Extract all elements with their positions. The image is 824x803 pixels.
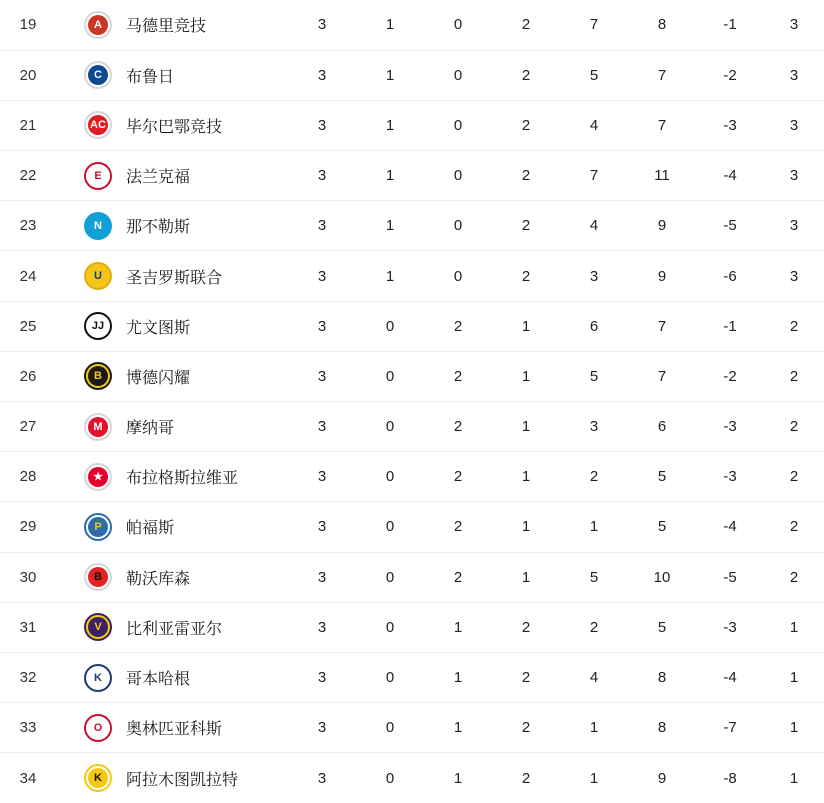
team-name: 勒沃库森 (126, 570, 191, 588)
points-cell: 1 (789, 719, 799, 737)
table-row[interactable] (0, 703, 824, 753)
team-cell[interactable] (56, 652, 288, 702)
rank-cell: 21 (19, 116, 37, 134)
won-cell: 1 (385, 66, 395, 84)
points-cell: 1 (789, 618, 799, 636)
team-name: 圣吉罗斯联合 (126, 269, 223, 287)
rank-cell: 33 (19, 719, 37, 737)
juventus-crest: JJ (84, 312, 112, 340)
goals-for-cell: 3 (589, 418, 599, 436)
drawn-cell: 2 (453, 317, 463, 335)
played-cell: 3 (317, 317, 327, 335)
table-row[interactable] (0, 100, 824, 150)
won-cell: 1 (385, 16, 395, 34)
team-cell[interactable] (56, 552, 288, 602)
goals-against-cell: 8 (657, 16, 667, 34)
team-name: 哥本哈根 (126, 671, 191, 689)
drawn-cell: 0 (453, 66, 463, 84)
bodo-glimt-crest: B (84, 362, 112, 390)
drawn-cell: 1 (453, 618, 463, 636)
goal-difference-cell: -5 (723, 217, 737, 235)
team-name: 马德里竞技 (126, 18, 207, 36)
kairat-almaty-crest: K (84, 764, 112, 792)
table-row[interactable] (0, 552, 824, 602)
team-name: 博德闪耀 (126, 369, 191, 387)
team-cell[interactable] (56, 402, 288, 452)
won-cell: 0 (385, 418, 395, 436)
team-name: 布拉格斯拉维亚 (126, 470, 239, 488)
lost-cell: 1 (521, 468, 531, 486)
team-cell[interactable] (56, 452, 288, 502)
eintracht-frankfurt-crest: E (84, 162, 112, 190)
goals-for-cell: 4 (589, 669, 599, 687)
team-name: 奥林匹亚科斯 (126, 721, 223, 739)
team-name: 布鲁日 (126, 68, 175, 86)
team-cell[interactable] (56, 351, 288, 401)
goals-against-cell: 10 (653, 568, 671, 586)
goal-difference-cell: -5 (723, 568, 737, 586)
goal-difference-cell: -3 (723, 468, 737, 486)
rank-cell: 30 (19, 568, 37, 586)
points-cell: 3 (789, 66, 799, 84)
won-cell: 1 (385, 167, 395, 185)
villarreal-crest: V (84, 613, 112, 641)
won-cell: 0 (385, 568, 395, 586)
points-cell: 3 (789, 116, 799, 134)
drawn-cell: 2 (453, 468, 463, 486)
goal-difference-cell: -3 (723, 418, 737, 436)
team-cell[interactable] (56, 201, 288, 251)
points-cell: 3 (789, 267, 799, 285)
lost-cell: 2 (521, 16, 531, 34)
table-row[interactable] (0, 602, 824, 652)
goals-against-cell: 7 (657, 66, 667, 84)
goal-difference-cell: -3 (723, 116, 737, 134)
played-cell: 3 (317, 568, 327, 586)
goals-for-cell: 2 (589, 618, 599, 636)
team-cell[interactable] (56, 0, 288, 50)
lost-cell: 1 (521, 418, 531, 436)
bayer-leverkusen-crest: B (84, 563, 112, 591)
lost-cell: 2 (521, 116, 531, 134)
points-cell: 1 (789, 769, 799, 787)
goals-for-cell: 7 (589, 167, 599, 185)
points-cell: 3 (789, 16, 799, 34)
played-cell: 3 (317, 618, 327, 636)
club-brugge-crest: C (84, 61, 112, 89)
napoli-crest: N (84, 212, 112, 240)
drawn-cell: 2 (453, 568, 463, 586)
lost-cell: 2 (521, 167, 531, 185)
points-cell: 2 (789, 418, 799, 436)
goal-difference-cell: -1 (723, 317, 737, 335)
table-row[interactable] (0, 351, 824, 401)
goals-for-cell: 7 (589, 16, 599, 34)
rank-cell: 34 (19, 769, 37, 787)
team-cell[interactable] (56, 602, 288, 652)
played-cell: 3 (317, 16, 327, 34)
goal-difference-cell: -4 (723, 518, 737, 536)
table-row[interactable] (0, 50, 824, 100)
goal-difference-cell: -7 (723, 719, 737, 737)
goal-difference-cell: -3 (723, 618, 737, 636)
points-cell: 3 (789, 217, 799, 235)
drawn-cell: 2 (453, 518, 463, 536)
rank-cell: 29 (19, 518, 37, 536)
team-cell[interactable] (56, 703, 288, 753)
lost-cell: 2 (521, 66, 531, 84)
rank-cell: 22 (19, 167, 37, 185)
table-row[interactable] (0, 151, 824, 201)
table-row[interactable] (0, 201, 824, 251)
goals-for-cell: 1 (589, 719, 599, 737)
drawn-cell: 1 (453, 669, 463, 687)
table-row[interactable] (0, 753, 824, 803)
team-name: 那不勒斯 (126, 219, 191, 237)
team-cell[interactable] (56, 502, 288, 552)
lost-cell: 2 (521, 217, 531, 235)
lost-cell: 2 (521, 669, 531, 687)
drawn-cell: 0 (453, 16, 463, 34)
played-cell: 3 (317, 669, 327, 687)
rank-cell: 31 (19, 618, 37, 636)
rank-cell: 26 (19, 367, 37, 385)
team-name: 尤文图斯 (126, 319, 191, 337)
won-cell: 0 (385, 618, 395, 636)
goals-for-cell: 2 (589, 468, 599, 486)
team-name: 毕尔巴鄂竞技 (126, 118, 223, 136)
goals-for-cell: 1 (589, 769, 599, 787)
pafos-crest: P (84, 513, 112, 541)
lost-cell: 2 (521, 769, 531, 787)
drawn-cell: 1 (453, 769, 463, 787)
rank-cell: 24 (19, 267, 37, 285)
played-cell: 3 (317, 167, 327, 185)
points-cell: 2 (789, 317, 799, 335)
played-cell: 3 (317, 66, 327, 84)
goal-difference-cell: -8 (723, 769, 737, 787)
played-cell: 3 (317, 769, 327, 787)
played-cell: 3 (317, 367, 327, 385)
goal-difference-cell: -4 (723, 669, 737, 687)
rank-cell: 28 (19, 468, 37, 486)
goal-difference-cell: -2 (723, 367, 737, 385)
goals-for-cell: 5 (589, 66, 599, 84)
goals-against-cell: 9 (657, 217, 667, 235)
goals-for-cell: 4 (589, 217, 599, 235)
atletico-madrid-crest: A (84, 11, 112, 39)
won-cell: 0 (385, 468, 395, 486)
goal-difference-cell: -4 (723, 167, 737, 185)
drawn-cell: 0 (453, 267, 463, 285)
monaco-crest: M (84, 413, 112, 441)
team-name: 比利亚雷亚尔 (126, 620, 223, 638)
table-row[interactable] (0, 652, 824, 702)
team-cell[interactable] (56, 251, 288, 301)
table-row[interactable] (0, 402, 824, 452)
rank-cell: 32 (19, 669, 37, 687)
points-cell: 3 (789, 167, 799, 185)
team-cell[interactable] (56, 753, 288, 803)
goals-against-cell: 9 (657, 267, 667, 285)
union-saint-gilloise-crest: U (84, 262, 112, 290)
olympiacos-crest: O (84, 714, 112, 742)
team-name: 法兰克福 (126, 169, 191, 187)
rank-cell: 23 (19, 217, 37, 235)
played-cell: 3 (317, 217, 327, 235)
table-row[interactable] (0, 0, 824, 50)
rank-cell: 20 (19, 66, 37, 84)
drawn-cell: 0 (453, 167, 463, 185)
goals-against-cell: 5 (657, 468, 667, 486)
table-row[interactable] (0, 452, 824, 502)
won-cell: 0 (385, 317, 395, 335)
copenhagen-crest: K (84, 664, 112, 692)
goals-against-cell: 7 (657, 317, 667, 335)
table-row[interactable] (0, 301, 824, 351)
goal-difference-cell: -6 (723, 267, 737, 285)
table-row[interactable] (0, 251, 824, 301)
goals-against-cell: 6 (657, 418, 667, 436)
goals-against-cell: 9 (657, 769, 667, 787)
goals-against-cell: 5 (657, 518, 667, 536)
team-cell[interactable] (56, 301, 288, 351)
slavia-prague-crest: ★ (84, 463, 112, 491)
points-cell: 2 (789, 367, 799, 385)
team-cell[interactable] (56, 100, 288, 150)
lost-cell: 1 (521, 518, 531, 536)
played-cell: 3 (317, 518, 327, 536)
goals-for-cell: 5 (589, 367, 599, 385)
lost-cell: 1 (521, 568, 531, 586)
team-name: 阿拉木图凯拉特 (126, 771, 239, 789)
won-cell: 0 (385, 518, 395, 536)
athletic-bilbao-crest: AC (84, 111, 112, 139)
lost-cell: 2 (521, 618, 531, 636)
goals-for-cell: 6 (589, 317, 599, 335)
goal-difference-cell: -1 (723, 16, 737, 34)
drawn-cell: 0 (453, 217, 463, 235)
points-cell: 2 (789, 568, 799, 586)
goals-against-cell: 11 (654, 167, 670, 185)
team-name: 帕福斯 (126, 520, 175, 538)
lost-cell: 2 (521, 719, 531, 737)
goals-for-cell: 5 (589, 568, 599, 586)
won-cell: 1 (385, 116, 395, 134)
table-row[interactable] (0, 502, 824, 552)
rank-cell: 19 (19, 16, 37, 34)
lost-cell: 1 (521, 367, 531, 385)
goals-against-cell: 7 (657, 116, 667, 134)
won-cell: 1 (385, 217, 395, 235)
goals-for-cell: 3 (589, 267, 599, 285)
lost-cell: 2 (521, 267, 531, 285)
played-cell: 3 (317, 418, 327, 436)
won-cell: 0 (385, 367, 395, 385)
played-cell: 3 (317, 468, 327, 486)
lost-cell: 1 (521, 317, 531, 335)
goal-difference-cell: -2 (723, 66, 737, 84)
points-cell: 2 (789, 468, 799, 486)
rank-cell: 25 (19, 317, 37, 335)
goals-for-cell: 1 (589, 518, 599, 536)
drawn-cell: 2 (453, 418, 463, 436)
drawn-cell: 2 (453, 367, 463, 385)
rank-cell: 27 (19, 418, 37, 436)
points-cell: 2 (789, 518, 799, 536)
drawn-cell: 1 (453, 719, 463, 737)
goals-for-cell: 4 (589, 116, 599, 134)
won-cell: 0 (385, 769, 395, 787)
team-cell[interactable] (56, 50, 288, 100)
won-cell: 0 (385, 719, 395, 737)
team-cell[interactable] (56, 151, 288, 201)
played-cell: 3 (317, 719, 327, 737)
won-cell: 1 (385, 267, 395, 285)
drawn-cell: 0 (453, 116, 463, 134)
goals-against-cell: 5 (657, 618, 667, 636)
goals-against-cell: 8 (657, 669, 667, 687)
goals-against-cell: 8 (657, 719, 667, 737)
goals-against-cell: 7 (657, 367, 667, 385)
team-name: 摩纳哥 (126, 420, 175, 438)
played-cell: 3 (317, 116, 327, 134)
points-cell: 1 (789, 669, 799, 687)
won-cell: 0 (385, 669, 395, 687)
played-cell: 3 (317, 267, 327, 285)
